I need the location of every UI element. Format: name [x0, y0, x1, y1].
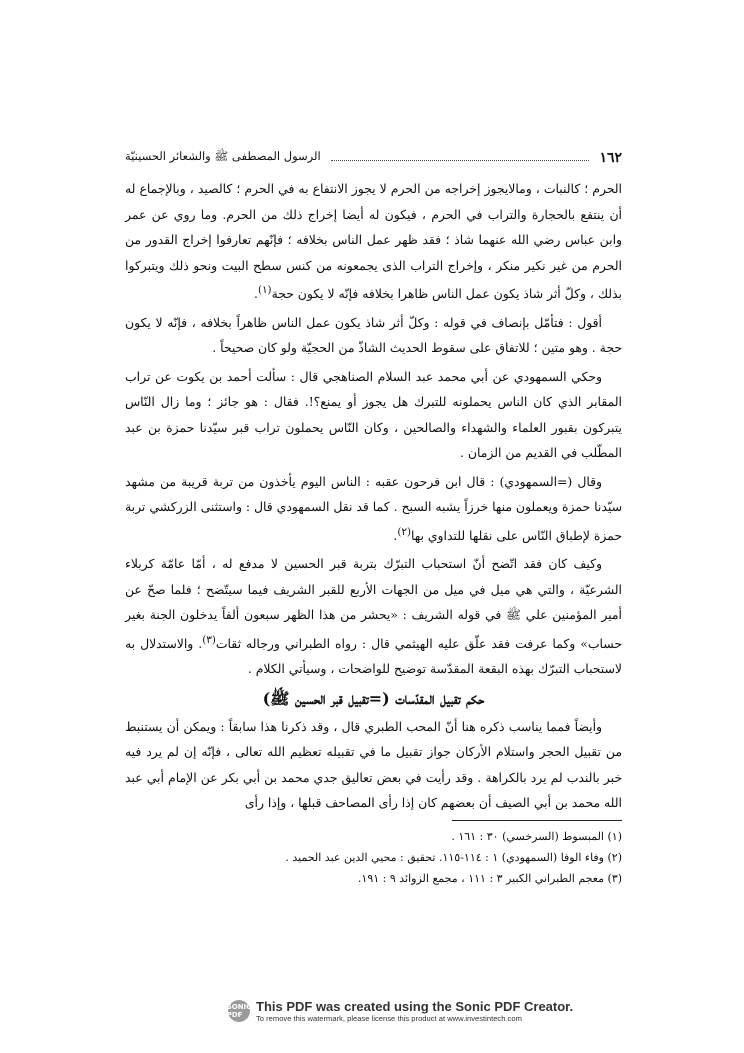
paragraph-1-text: الحرم ؛ كالنبات ، ومالايجوز إخراجه من الحرم لا يجوز الانتفاع به في الحرم ؛ كالصيد ، وبالإجماع له أن ينتفع بالحجارة والتراب في الحرم ، فيكون له أيضا إخراج ذلك من الحرم. وما روي عن عمر وابن عباس رضي الله عنهما شاذ ؛ فقد ظهر عمل الناس بخلافه ؛ فإنّهم تعارفوا إخراج القدور من الحرم من غير نكير منكر ، وإخراج التراب الذى يجمعونه من كنس سطح البيت ونحو ذلك ويتبركوا بذلك ، وكلّ أثر شاذ يكون عمل الناس ظاهرا بخلافه فإنّه لا يكون حجة	[125, 181, 622, 302]
watermark-sub: To remove this watermark, please license this product at www.investintech.com	[256, 1013, 522, 1023]
paragraph-3: وحكي السمهودي عن أبي محمد عبد السلام الصناهجي قال : سألت أحمد بن يكوت عن تراب المقابر الذي كان الناس يحملونه للتبرك هل يجوز أو يمنع؟!. فقال : هو جائز ؛ وما زال النّاس يتبركون بقبور العلماء والشهداء والصالحين ، وكان النّاس يحملون تراب قبر سيّدنا حمزة بن عبد المطّلب في القديم من الزمان .	[125, 368, 622, 461]
page-number: ١٦٢	[599, 150, 622, 166]
header-dot-leader	[331, 160, 590, 161]
footnote-ref-3: (٣)	[202, 633, 216, 646]
paragraph-4-text: وقال (=السمهودي) : قال ابن فرحون عقبه : الناس اليوم يأخذون من تربة قريبة من مشهد سيّدنا حمزة ويعملون منها خرزاً يشبه السبح . كما قد نقل السمهودي قال : واستثنى الزركشي تربة حمزة لإطباق النّاس على نقلها للتداوي بها	[125, 473, 622, 543]
watermark-text	[256, 999, 573, 1024]
footnote-ref-1: (١)	[257, 284, 272, 296]
footnote-1: (١) المبسوط (السرخسي) ٣٠ : ١٦١ .	[451, 830, 622, 843]
watermark-main: This PDF was created using the Sonic PDF Creator.	[256, 998, 574, 1014]
footnote-3: (٣) معجم الطبراني الكبير ٣ : ١١١ ، مجمع الزوائد ٩ : ١٩١.	[357, 872, 622, 885]
paragraph-5-text: وكيف كان فقد اتّضح أنّ استحباب التبرّك بتربة قبر الحسين لا مدفع له ، أمّا عامّة كربلاء الشرعيّة ، والتي هي ميل في ميل من الجهات الأربع للقبر الشريف فيما سيتّضح ؛ فلما صحّ عن أمير المؤمنين علي ﷺ في قوله الشريف : «يحشر من هذا الظهر سبعون ألفاً يدخلون الجنة بغير حساب» وكما عرفت فقد علّق عليه الهيثمي قال : رواه الطبراني ورجاله ثقات	[125, 556, 622, 651]
section-heading: حكم تقبيل المقدّسات (=تقبيل قبر الحسين ﷺ)	[262, 688, 485, 708]
footnote-ref-2: (٢)	[397, 525, 411, 538]
sonic-pdf-logo-icon: SONIC PDF	[228, 1000, 250, 1022]
running-header	[125, 146, 622, 166]
paragraph-4: وقال (=السمهودي) : قال ابن فرحون عقبه : الناس اليوم يأخذون من تربة قريبة من مشهد سيّدنا حمزة ويعملون منها خرزاً يشبه السبح . كما قد نقل السمهودي قال : واستثنى الزركشي تربة حمزة لإطباق النّاس على نقلها للتداوي بها$^{(٢)}$.	[125, 473, 622, 543]
paragraph-5: وكيف كان فقد اتّضح أنّ استحباب التبرّك بتربة قبر الحسين لا مدفع له ، أمّا عامّة كربلاء الشرعيّة ، والتي هي ميل في ميل من الجهات الأربع للقبر الشريف فيما سيتّضح ؛ فلما صحّ عن أمير المؤمنين علي ﷺ في قوله الشريف : «يحشر من هذا الظهر سبعون ألفاً يدخلون الجنة بغير حساب» وكما عرفت فقد علّق عليه الهيثمي قال : رواه الطبراني ورجاله ثقات$^{(٣)}$. والاستدلال به لاستحباب التبرّك بهذه البقعة المقدّسة توضيح للواضحات ، وسيأتي الكلام .	[125, 556, 622, 677]
paragraph-2: أقول : فتأمّل بإنصاف في قوله : وكلّ أثر شاذ يكون عمل الناس ظاهراً بخلافه ، فإنّه لا يكون حجة . وهو متين ؛ للاتفاق على سقوط الحديث الشاذّ من الحجيّة ولو كان صحيحاً .	[125, 314, 622, 356]
paragraph-1: الحرم ؛ كالنبات ، ومالايجوز إخراجه من الحرم لا يجوز الانتفاع به في الحرم ؛ كالصيد ، وبالإجماع له أن ينتفع بالحجارة والتراب في الحرم ، فيكون له أيضا إخراج ذلك من الحرم. وما روي عن عمر وابن عباس رضي الله عنهما شاذ ؛ فقد ظهر عمل الناس بخلافه ؛ فإنّهم تعارفوا إخراج القدور من الحرم من غير نكير منكر ، وإخراج التراب الذى يجمعونه من كنس سطح البيت ونحو ذلك ويتبركوا بذلك ، وكلّ أثر شاذ يكون عمل الناس ظاهرا بخلافه فإنّه لا يكون حجة$^{(١)}$.	[125, 181, 622, 302]
footnote-2: (٢) وفاء الوفا (السمهودي) ١ : ١١٤-١١٥. تحقيق : محيي الدين عبد الحميد .	[285, 851, 622, 864]
running-title: الرسول المصطفى ﷺ والشعائر الحسينيّة	[125, 149, 321, 163]
paragraph-6: وأيضاً فمما يناسب ذكره هنا أنّ المحب الطبري قال ، وقد ذكرنا هذا سابقاً : ويمكن أن يستنبط من تقبيل الحجر واستلام الأركان جواز تقبيل ما في تقبيله تعظيم الله تعالى ، فإنّه إن لم يرد فيه خبر بالندب لم يرد بالكراهة . وقد رأيت في بعض تعاليق جدي محمد بن أبي بكر عن الإمام أبي عبد الله محمد بن أبي الصيف أن بعضهم كان إذا رأى المصاحف قبلها ، وإذا رأى	[125, 718, 622, 811]
pdf-watermark	[226, 994, 574, 1028]
footnotes	[125, 826, 622, 889]
footnote-separator	[452, 820, 622, 821]
main-text	[125, 176, 622, 819]
paragraph-5-tail: والاستدلال به لاستحباب التبرّك بهذه البقعة المقدّسة توضيح للواضحات ، وسيأتي الكلام .	[125, 635, 622, 677]
